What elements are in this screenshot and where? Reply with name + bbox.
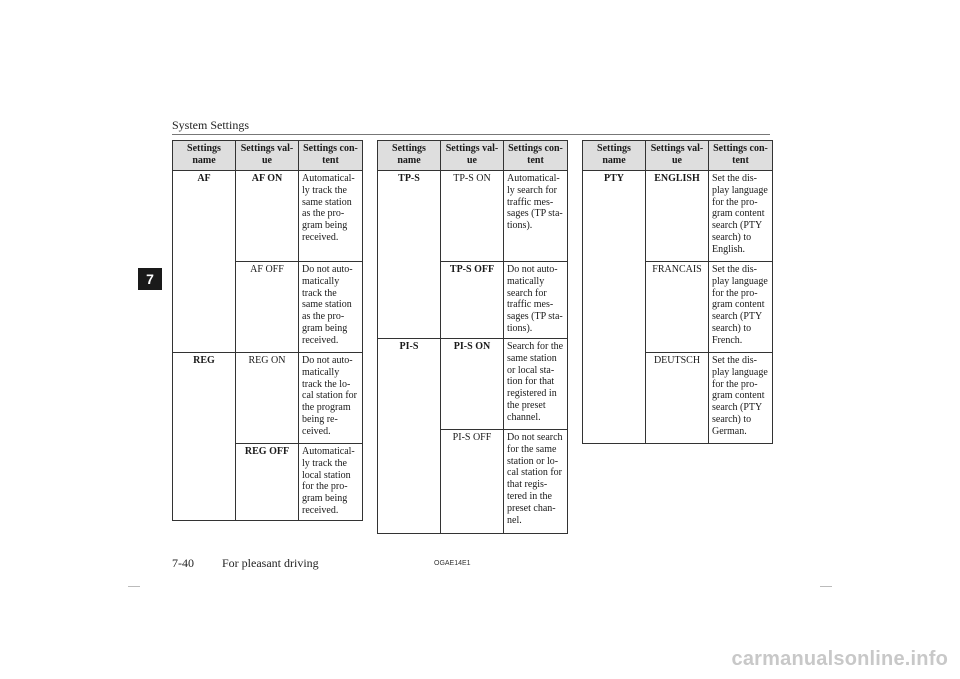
settings-table-pty — [582, 140, 773, 444]
setting-name: PTY — [583, 171, 646, 444]
setting-content: Do not auto- matically track the lo- cal station for the program being re- ceived. — [299, 353, 363, 444]
column-header: Settings name — [173, 141, 236, 171]
setting-value: AF ON — [236, 171, 299, 262]
table-row — [378, 339, 568, 430]
settings-table-af-reg — [172, 140, 363, 521]
watermark: carmanualsonline.info — [731, 648, 948, 670]
setting-value: PI-S ON — [441, 339, 504, 430]
column-header: Settings name — [583, 141, 646, 171]
column-header: Settings val- ue — [646, 141, 709, 171]
table-row — [583, 171, 773, 262]
crop-mark — [128, 586, 140, 587]
settings-table-tps-pis — [377, 140, 568, 534]
setting-name: REG — [173, 353, 236, 521]
setting-name: AF — [173, 171, 236, 353]
table-header-row — [173, 141, 363, 171]
setting-content: Do not search for the same station or lo- cal station for that regis- tered in the preset chan- nel. — [504, 430, 568, 534]
column-header: Settings con- tent — [709, 141, 773, 171]
setting-value: REG OFF — [236, 444, 299, 521]
column-header: Settings con- tent — [299, 141, 363, 171]
document-code: OGAE14E1 — [434, 560, 471, 567]
table-row — [173, 171, 363, 262]
setting-name: PI-S — [378, 339, 441, 534]
column-header: Settings val- ue — [236, 141, 299, 171]
setting-content: Automatical- ly track the local station for the pro- gram being received. — [299, 444, 363, 521]
setting-value: TP-S ON — [441, 171, 504, 262]
setting-value: REG ON — [236, 353, 299, 444]
chapter-tab: 7 — [138, 268, 162, 290]
setting-content: Set the dis- play language for the pro- gram content search (PTY search) to German. — [709, 353, 773, 444]
setting-value: TP-S OFF — [441, 262, 504, 339]
page-header-title: System Settings — [172, 118, 250, 132]
setting-content: Set the dis- play language for the pro- gram content search (PTY search) to French. — [709, 262, 773, 353]
page-number: 7-40 — [172, 556, 194, 570]
setting-content: Automatical- ly search for traffic mes- sages (TP sta- tions). — [504, 171, 568, 262]
table-row — [173, 353, 363, 444]
table-header-row — [378, 141, 568, 171]
table-header-row — [583, 141, 773, 171]
table-row — [378, 171, 568, 262]
setting-value: AF OFF — [236, 262, 299, 353]
column-header: Settings name — [378, 141, 441, 171]
setting-name: TP-S — [378, 171, 441, 339]
setting-content: Do not auto- matically search for traffic mes- sages (TP sta- tions). — [504, 262, 568, 339]
setting-content: Search for the same station or local sta- tion for that registered in the preset channel. — [504, 339, 568, 430]
setting-value: DEUTSCH — [646, 353, 709, 444]
footer-section-title: For pleasant driving — [222, 556, 319, 570]
column-header: Settings val- ue — [441, 141, 504, 171]
setting-value: PI-S OFF — [441, 430, 504, 534]
setting-content: Set the dis- play language for the pro- gram content search (PTY search) to English. — [709, 171, 773, 262]
setting-value: FRANCAIS — [646, 262, 709, 353]
header-rule — [172, 134, 770, 135]
column-header: Settings con- tent — [504, 141, 568, 171]
setting-content: Automatical- ly track the same station as the pro- gram being received. — [299, 171, 363, 262]
setting-content: Do not auto- matically track the same station as the pro- gram being received. — [299, 262, 363, 353]
setting-value: ENGLISH — [646, 171, 709, 262]
crop-mark — [820, 586, 832, 587]
